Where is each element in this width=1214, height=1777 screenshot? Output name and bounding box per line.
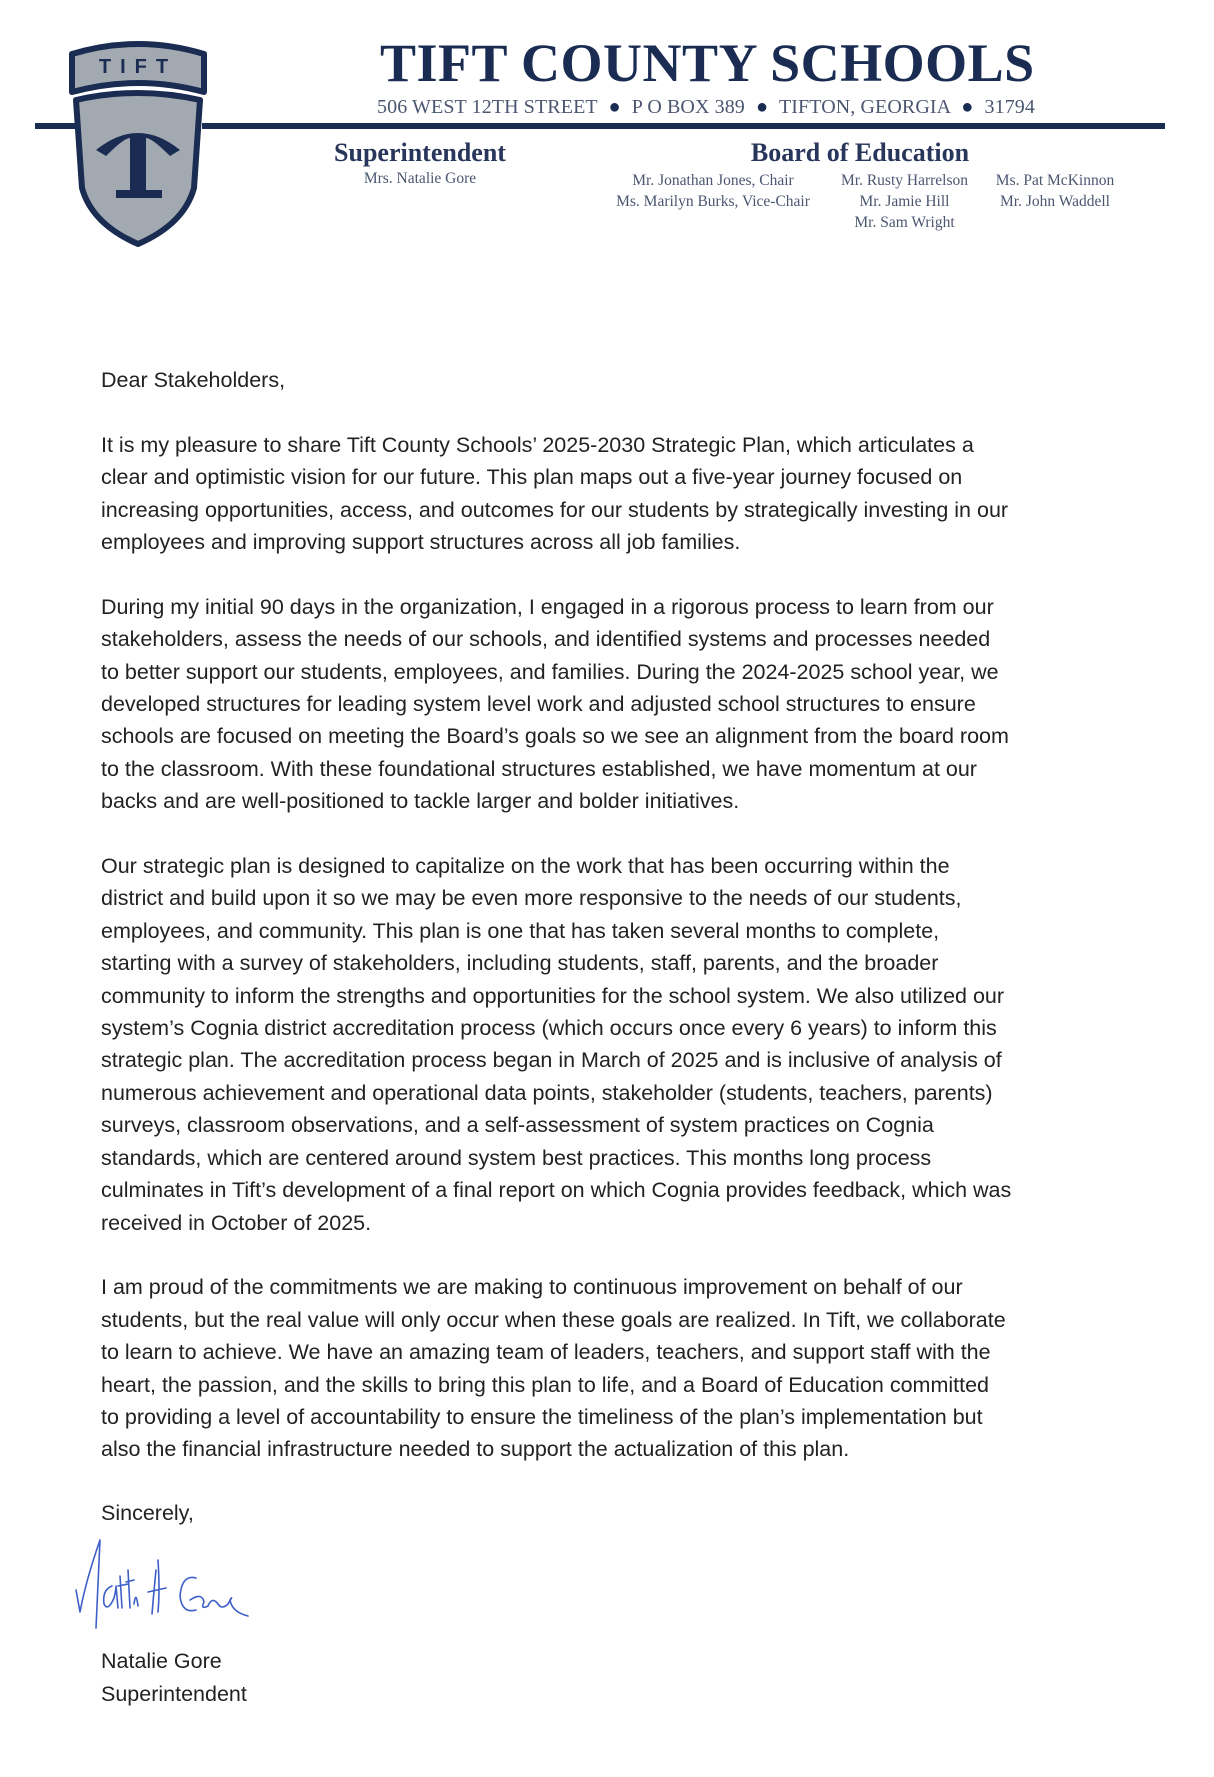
paragraph (101, 1271, 1121, 1465)
text-line: During my initial 90 days in the organization, I engaged in a rigorous process to learn from our (101, 594, 994, 619)
text-line: also the financial infrastructure needed to support the actualization of this plan. (101, 1437, 850, 1462)
text-line: culminates in Tift’s development of a final report on which Cognia provides feedback, which was (101, 1178, 1012, 1203)
text-line: starting with a survey of stakeholders, including students, staff, parents, and the broader (101, 951, 939, 976)
board-column (980, 170, 1130, 212)
text-line: surveys, classroom observations, and a self-assessment of system practices on Cognia (101, 1113, 934, 1138)
superintendent-name: Mrs. Natalie Gore (363, 170, 477, 187)
board-member: Ms. Marilyn Burks, Vice-Chair (616, 193, 810, 210)
logo-banner-text: TIFT (98, 56, 178, 78)
board-member: Mr. Rusty Harrelson (840, 172, 968, 189)
address-street: 506 WEST 12TH STREET (377, 96, 598, 118)
text-line: employees and improving support structures across all job families. (101, 530, 741, 555)
bullet-separator-icon: ● (608, 96, 621, 118)
text-line: backs and are well-positioned to tackle larger and bolder initiatives. (101, 789, 740, 814)
text-line: to providing a level of accountability to ensure the timeliness of the plan’s implementation but (101, 1404, 983, 1429)
header-rule (202, 123, 1165, 129)
text-line: community to inform the strengths and opportunities for the school system. We also utilized our (101, 983, 1005, 1008)
text-line: standards, which are centered around system best practices. This months long process (101, 1145, 932, 1170)
text-line: stakeholders, assess the needs of our schools, and identified systems and processes needed (101, 627, 991, 652)
text-line: clear and optimistic vision for our future. This plan maps out a five-year journey focused on (101, 465, 963, 490)
text-line: Our strategic plan is designed to capitalize on the work that has been occurring within the (101, 854, 950, 879)
board-member: Mr. Jamie Hill (859, 193, 950, 210)
board-member: Mr. Jonathan Jones, Chair (632, 172, 794, 189)
header-rule-left (35, 123, 75, 129)
paragraph (101, 591, 1121, 818)
board-heading: Board of Education (750, 138, 970, 167)
text-line: to better support our students, employees, and families. During the 2024-2025 school year, we (101, 659, 999, 684)
text-line: heart, the passion, and the skills to bring this plan to life, and a Board of Education committed (101, 1372, 989, 1397)
text-line: system’s Cognia district accreditation process (which occurs once every 6 years) to inform this (101, 1016, 997, 1041)
letter-body (101, 364, 1121, 1498)
board-column (822, 170, 987, 233)
signer-name: Natalie Gore (101, 1649, 222, 1673)
address-city: TIFTON, GEORGIA (778, 96, 951, 118)
address-zip: 31794 (984, 96, 1035, 118)
board-member: Ms. Pat McKinnon (995, 172, 1115, 189)
text-line: employees, and community. This plan is one that has taken several months to complete, (101, 918, 940, 943)
board-member: Mr. Sam Wright (854, 214, 955, 231)
salutation: Dear Stakeholders, (101, 368, 286, 392)
signoff-block (101, 1645, 247, 1711)
text-line: developed structures for leading system level work and adjusted school structures to ensure (101, 692, 976, 717)
organization-address (377, 96, 1035, 119)
handwritten-signature-icon (72, 1530, 272, 1640)
text-line: numerous achievement and operational data points, stakeholder (students, teachers, parents) (101, 1080, 993, 1105)
text-line: students, but the real value will only occur when these goals are realized. In Tift, we collaborate (101, 1307, 1006, 1332)
paragraph (101, 850, 1121, 1239)
superintendent-heading: Superintendent (334, 138, 506, 167)
board-member: Mr. John Waddell (1000, 193, 1110, 210)
signer-title: Superintendent (101, 1682, 247, 1706)
text-line: schools are focused on meeting the Board’s goals so we see an alignment from the board room (101, 724, 1009, 749)
text-line: to learn to achieve. We have an amazing team of leaders, teachers, and support staff with the (101, 1340, 991, 1365)
text-line: strategic plan. The accreditation process began in March of 2025 and is inclusive of analysis of (101, 1048, 1002, 1073)
text-line: It is my pleasure to share Tift County Schools’ 2025-2030 Strategic Plan, which articulates a (101, 432, 974, 457)
text-line: to the classroom. With these foundational structures established, we have momentum at our (101, 756, 977, 781)
text-line: received in October of 2025. (101, 1210, 372, 1235)
paragraph (101, 429, 1121, 559)
text-line: district and build upon it so we may be even more responsive to the needs of our students, (101, 886, 962, 911)
board-column (598, 170, 828, 212)
text-line: increasing opportunities, access, and outcomes for our students by strategically investing in our (101, 497, 1009, 522)
superintendent-block (320, 138, 520, 189)
tift-shield-logo-icon (66, 38, 210, 248)
text-line: I am proud of the commitments we are making to continuous improvement on behalf of our (101, 1275, 963, 1300)
organization-title: TIFT COUNTY SCHOOLS (380, 33, 1035, 93)
bullet-separator-icon: ● (961, 96, 974, 118)
closing: Sincerely, (101, 1501, 194, 1525)
bullet-separator-icon: ● (756, 96, 769, 118)
address-po-box: P O BOX 389 (631, 96, 745, 118)
